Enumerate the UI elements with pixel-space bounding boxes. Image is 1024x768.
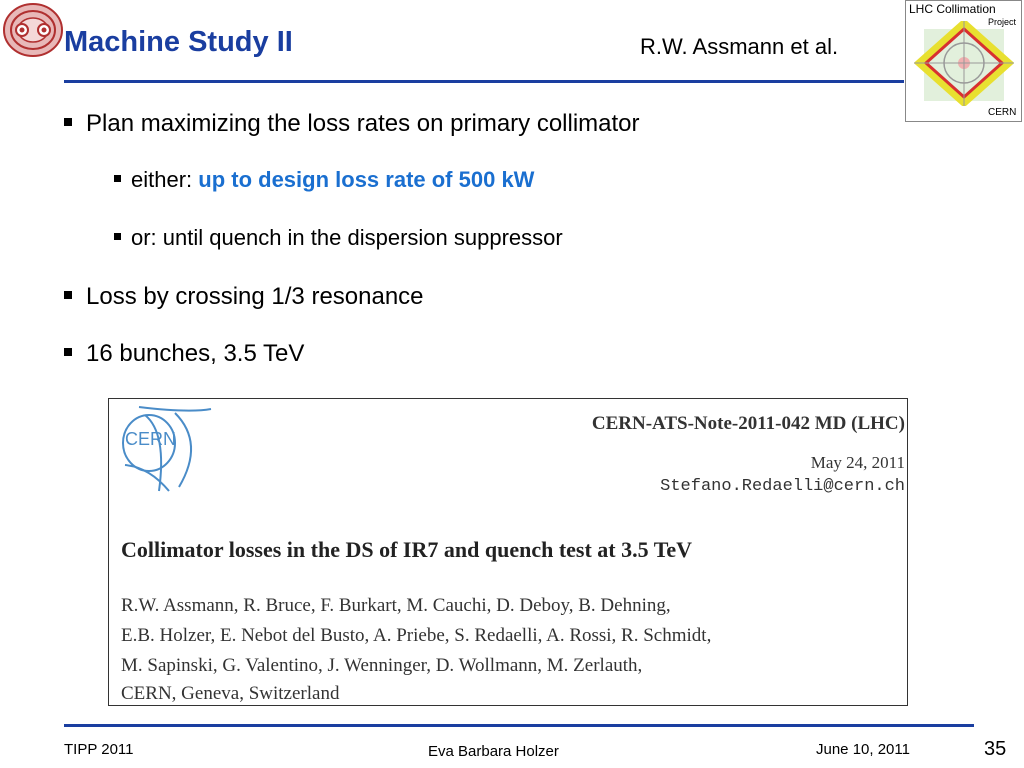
footer-date: June 10, 2011 bbox=[816, 741, 910, 758]
cern-logo bbox=[119, 403, 215, 493]
bullet-1b-text: or: until quench in the dispersion suppressor bbox=[131, 225, 563, 250]
bullet-1b bbox=[114, 225, 563, 251]
bullet-2-text: Loss by crossing 1/3 resonance bbox=[86, 283, 424, 310]
footer-presenter: Eva Barbara Holzer bbox=[428, 743, 559, 760]
note-email: Stefano.Redaelli@cern.ch bbox=[660, 477, 905, 496]
cern-logo-text: CERN bbox=[125, 429, 177, 449]
bullet-1 bbox=[64, 110, 640, 138]
bullet-marker bbox=[64, 118, 72, 126]
footer-divider bbox=[64, 724, 974, 727]
collimation-logo-cern: CERN bbox=[988, 107, 1017, 118]
page-number: 35 bbox=[984, 738, 1007, 760]
bullet-marker bbox=[64, 291, 72, 299]
bullet-marker bbox=[114, 233, 121, 240]
slide-authors: R.W. Assmann et al. bbox=[640, 34, 839, 59]
bullet-1a bbox=[114, 167, 534, 193]
paper-title: Collimator losses in the DS of IR7 and quench test at 3.5 TeV bbox=[121, 537, 693, 562]
bullet-marker bbox=[64, 348, 72, 356]
paper-affiliation: CERN, Geneva, Switzerland bbox=[121, 683, 340, 704]
lhc-logo bbox=[2, 2, 64, 58]
paper-excerpt bbox=[108, 398, 908, 706]
collimation-logo-subtitle: Project bbox=[988, 17, 1017, 27]
bullet-2 bbox=[64, 283, 424, 311]
bullet-marker bbox=[114, 175, 121, 182]
bullet-3 bbox=[64, 340, 304, 368]
collimation-logo-title: LHC Collimation bbox=[909, 2, 996, 16]
paper-author-line: M. Sapinski, G. Valentino, J. Wenninger, D. Wollmann, M. Zerlauth, bbox=[121, 655, 643, 676]
note-date: May 24, 2011 bbox=[810, 453, 905, 472]
collimation-icon bbox=[914, 21, 1014, 106]
bullet-1a-highlight: up to design loss rate of 500 kW bbox=[198, 167, 535, 192]
paper-author-line: R.W. Assmann, R. Bruce, F. Burkart, M. Cauchi, D. Deboy, B. Dehning, bbox=[121, 595, 671, 616]
note-id: CERN-ATS-Note-2011-042 MD (LHC) bbox=[591, 413, 905, 434]
header-divider bbox=[64, 80, 904, 83]
collimation-logo bbox=[905, 0, 1022, 122]
bullet-1a-prefix: either: bbox=[131, 167, 199, 192]
lhc-magnet-icon bbox=[2, 2, 64, 58]
bullet-3-text: 16 bunches, 3.5 TeV bbox=[86, 340, 305, 367]
bullet-1-text: Plan maximizing the loss rates on primary collimator bbox=[86, 110, 640, 137]
slide-title: Machine Study II bbox=[64, 26, 293, 58]
paper-author-line: E.B. Holzer, E. Nebot del Busto, A. Priebe, S. Redaelli, A. Rossi, R. Schmidt, bbox=[121, 625, 712, 646]
footer-event: TIPP 2011 bbox=[64, 741, 134, 758]
